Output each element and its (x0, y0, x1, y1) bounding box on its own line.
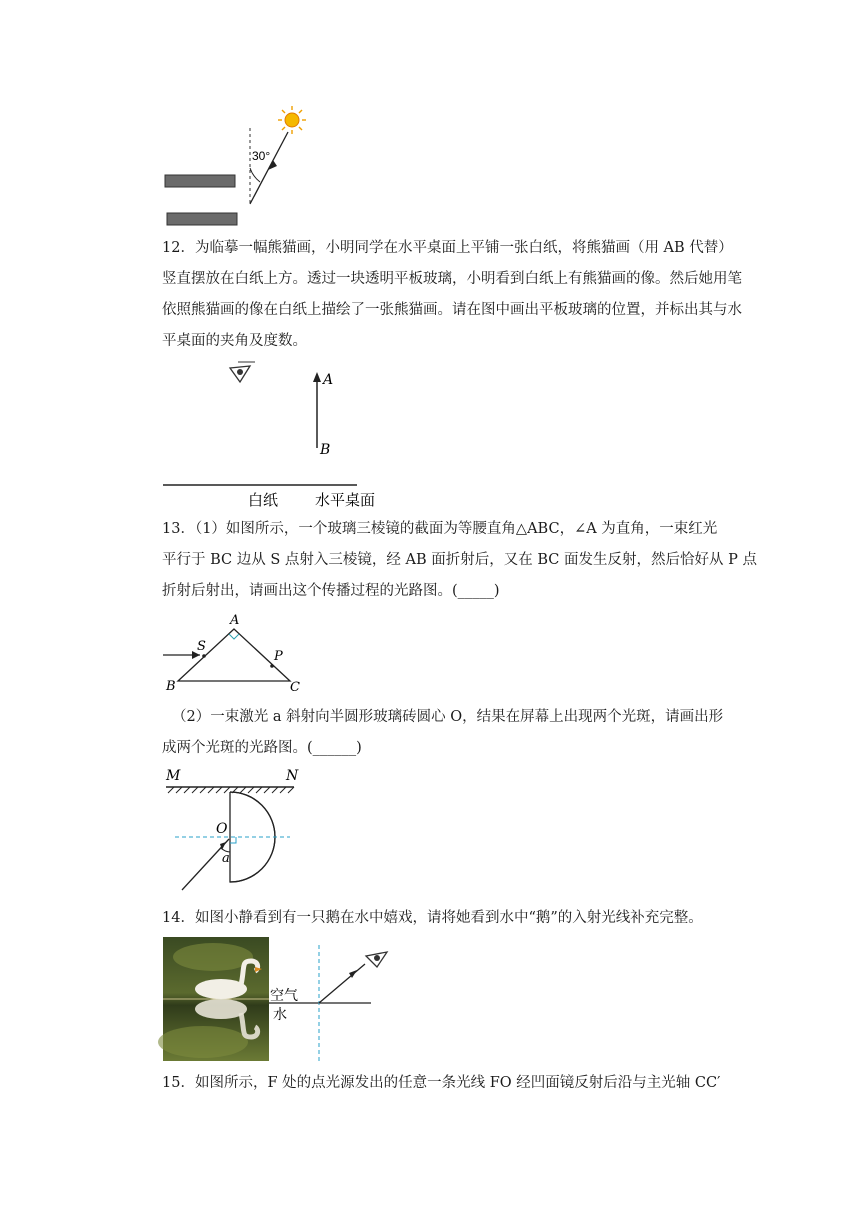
figure-q12 (160, 360, 400, 510)
water-label: 水 (273, 1007, 287, 1023)
figure-q13-prism (160, 610, 320, 700)
question-13-part2-text (162, 702, 740, 764)
point-s (202, 654, 206, 658)
label-B: B (166, 679, 176, 694)
laser-arrow (220, 842, 226, 850)
q12-line-3: 依照熊猫画的像在白纸上描绘了一张熊猫画。请在图中画出平板玻璃的位置，并标出其与水 (162, 302, 742, 318)
label-S: S (197, 639, 206, 654)
refracted-ray (319, 964, 365, 1003)
eye-icon (230, 362, 255, 382)
table-label: 水平桌面 (315, 491, 376, 509)
label-alpha: a (222, 851, 230, 866)
question-13-part1-text (162, 514, 757, 607)
eye-icon-q14 (366, 952, 387, 967)
angle-label: 30° (252, 149, 271, 163)
label-a: A (323, 372, 334, 388)
q13-part2-line-2: 成两个光斑的光路图。(______) (162, 740, 362, 756)
bar-bottom (167, 213, 237, 225)
label-b: B (320, 442, 331, 458)
q13-part2-line-1: （2）一束激光 a 斜射向半圆形玻璃砖圆心 O，结果在屏幕上出现两个光斑，请画出形 (172, 709, 724, 725)
q12-line-2: 竖直摆放在白纸上方。透过一块透明平板玻璃，小明看到白纸上有熊猫画的像。然后她用笔 (162, 271, 742, 287)
question-12-text (162, 233, 740, 357)
label-P: P (274, 649, 283, 664)
q15-line-1: 15．如图所示，F 处的点光源发出的任意一条光线 FO 经凹面镜反射后沿与主光轴 CC′ (162, 1075, 721, 1091)
label-M: M (166, 768, 181, 784)
q13-line-2: 平行于 BC 边从 S 点射入三棱镜，经 AB 面折射后，又在 BC 面发生反射，然后恰好从 P 点 (162, 552, 757, 568)
label-O: O (216, 821, 228, 837)
question-15-text (162, 1068, 740, 1099)
right-angle-marker (229, 634, 239, 639)
swan-photo (158, 937, 269, 1061)
figure-q11 (160, 100, 320, 230)
q14-line-1: 14．如图小静看到有一只鹅在水中嬉戏，请将她看到水中“鹅”的入射光线补充完整。 (162, 910, 703, 926)
air-label: 空气 (270, 988, 298, 1004)
point-p (270, 664, 274, 668)
arrow-head-a (313, 372, 321, 382)
bar-top (165, 175, 235, 187)
right-angle-marker-o (230, 837, 236, 843)
label-N: N (286, 768, 299, 784)
q13-line-1: 13．（1）如图所示，一个玻璃三棱镜的截面为等腰直角△ABC，∠A 为直角，一束红光 (162, 521, 718, 537)
label-C: C (290, 680, 300, 695)
label-A: A (230, 613, 240, 628)
q13-line-3: 折射后射出，请画出这个传播过程的光路图。(_____) (162, 583, 500, 599)
paper-label: 白纸 (248, 491, 279, 509)
figure-q13-semicircle (160, 762, 310, 897)
sun-icon (278, 106, 306, 134)
q12-line-4: 平桌面的夹角及度数。 (162, 333, 307, 349)
figure-q14 (163, 937, 403, 1067)
angle-arc (250, 168, 260, 182)
question-14-text (162, 903, 740, 934)
q12-line-1: 12．为临摹一幅熊猫画，小明同学在水平桌面上平铺一张白纸，将熊猫画（用 AB 代替） (162, 240, 733, 256)
